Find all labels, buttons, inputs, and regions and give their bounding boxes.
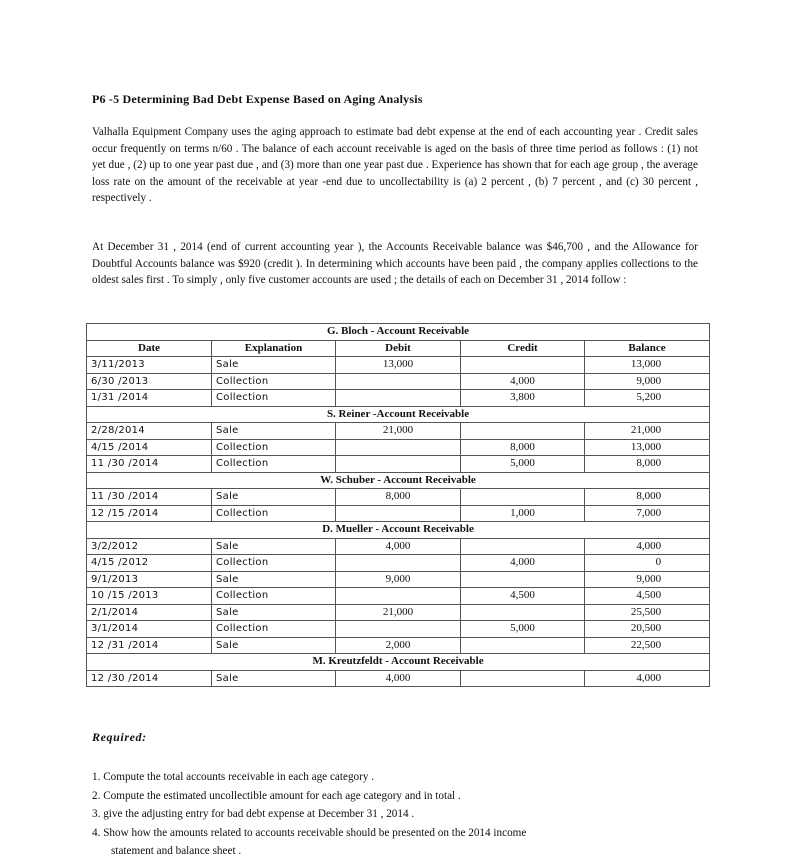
account-title-row xyxy=(87,472,710,489)
table-row xyxy=(87,604,710,621)
credit-cell: 3,800 xyxy=(461,390,585,407)
debit-cell xyxy=(336,456,461,473)
balance-cell: 5,200 xyxy=(585,390,710,407)
date-cell: 3/1/2014 xyxy=(87,621,212,638)
balance-cell: 4,000 xyxy=(585,538,710,555)
balance-cell: 0 xyxy=(585,555,710,572)
date-cell: 12 /30 /2014 xyxy=(87,670,212,687)
credit-cell: 8,000 xyxy=(461,439,585,456)
column-header-credit: Credit xyxy=(461,340,585,357)
explanation-cell: Collection xyxy=(212,555,336,572)
account-title: W. Schuber - Account Receivable xyxy=(87,472,710,489)
date-cell: 2/1/2014 xyxy=(87,604,212,621)
table-row xyxy=(87,538,710,555)
explanation-cell: Collection xyxy=(212,439,336,456)
account-title: M. Kreutzfeldt - Account Receivable xyxy=(87,654,710,671)
date-cell: 4/15 /2012 xyxy=(87,555,212,572)
debit-cell: 2,000 xyxy=(336,637,461,654)
date-cell: 3/11/2013 xyxy=(87,357,212,374)
credit-cell xyxy=(461,571,585,588)
credit-cell xyxy=(461,489,585,506)
credit-cell xyxy=(461,423,585,440)
explanation-cell: Sale xyxy=(212,423,336,440)
balance-cell: 13,000 xyxy=(585,439,710,456)
required-item: 3. give the adjusting entry for bad debt expense at December 31 , 2014 . xyxy=(92,808,415,820)
debit-cell: 4,000 xyxy=(336,670,461,687)
balance-cell: 9,000 xyxy=(585,571,710,588)
table-row xyxy=(87,588,710,605)
date-cell: 12 /15 /2014 xyxy=(87,505,212,522)
date-cell: 6/30 /2013 xyxy=(87,373,212,390)
date-cell: 9/1/2013 xyxy=(87,571,212,588)
date-cell: 10 /15 /2013 xyxy=(87,588,212,605)
explanation-cell: Sale xyxy=(212,571,336,588)
table-row xyxy=(87,456,710,473)
balance-cell: 4,500 xyxy=(585,588,710,605)
explanation-cell: Sale xyxy=(212,538,336,555)
table-row xyxy=(87,390,710,407)
balance-cell: 8,000 xyxy=(585,456,710,473)
balance-cell: 8,000 xyxy=(585,489,710,506)
date-cell: 11 /30 /2014 xyxy=(87,489,212,506)
debit-cell: 21,000 xyxy=(336,423,461,440)
debit-cell: 13,000 xyxy=(336,357,461,374)
credit-cell xyxy=(461,357,585,374)
debit-cell: 4,000 xyxy=(336,538,461,555)
date-cell: 11 /30 /2014 xyxy=(87,456,212,473)
date-cell: 1/31 /2014 xyxy=(87,390,212,407)
explanation-cell: Sale xyxy=(212,637,336,654)
table-row xyxy=(87,505,710,522)
debit-cell xyxy=(336,588,461,605)
balance-cell: 22,500 xyxy=(585,637,710,654)
required-item: 4. Show how the amounts related to accounts receivable should be presented on the 2014 income xyxy=(92,826,527,839)
credit-cell: 1,000 xyxy=(461,505,585,522)
account-title: G. Bloch - Account Receivable xyxy=(87,324,710,341)
balance-cell: 4,000 xyxy=(585,670,710,687)
debit-cell xyxy=(336,505,461,522)
debit-cell: 21,000 xyxy=(336,604,461,621)
problem-title: P6 -5 Determining Bad Debt Expense Based on Aging Analysis xyxy=(92,92,423,106)
account-title: S. Reiner -Account Receivable xyxy=(87,406,710,423)
table-row xyxy=(87,670,710,687)
table-row xyxy=(87,555,710,572)
account-title-row xyxy=(87,406,710,423)
explanation-cell: Collection xyxy=(212,588,336,605)
date-cell: 2/28/2014 xyxy=(87,423,212,440)
debit-cell xyxy=(336,439,461,456)
explanation-cell: Sale xyxy=(212,357,336,374)
balance-cell: 9,000 xyxy=(585,373,710,390)
explanation-cell: Sale xyxy=(212,489,336,506)
required-item-continuation: statement and balance sheet . xyxy=(111,845,242,857)
explanation-cell: Collection xyxy=(212,390,336,407)
date-cell: 3/2/2012 xyxy=(87,538,212,555)
explanation-cell: Collection xyxy=(212,373,336,390)
balance-cell: 25,500 xyxy=(585,604,710,621)
table-row xyxy=(87,621,710,638)
account-title-row xyxy=(87,654,710,671)
credit-cell: 5,000 xyxy=(461,621,585,638)
column-header-debit: Debit xyxy=(336,340,461,357)
credit-cell xyxy=(461,538,585,555)
problem-details: At December 31 , 2014 (end of current accounting year ), the Accounts Receivable balance was $46,700 , and the Allowance for Doubtful Accounts balance was $920 (credit ). In determining which accounts have been paid , the company applies collections to the oldest sales first . To simply , only five customer accounts are used ; the details of each on December 31 , 2014 follow : xyxy=(92,241,698,287)
explanation-cell: Sale xyxy=(212,670,336,687)
column-header-date: Date xyxy=(87,340,212,357)
credit-cell: 4,500 xyxy=(461,588,585,605)
account-title-row xyxy=(87,324,710,341)
table-row xyxy=(87,373,710,390)
balance-cell: 20,500 xyxy=(585,621,710,638)
credit-cell xyxy=(461,604,585,621)
required-item: 1. Compute the total accounts receivable in each age category . xyxy=(92,771,375,783)
explanation-cell: Sale xyxy=(212,604,336,621)
column-header-balance: Balance xyxy=(585,340,710,357)
balance-cell: 21,000 xyxy=(585,423,710,440)
explanation-cell: Collection xyxy=(212,456,336,473)
credit-cell: 4,000 xyxy=(461,555,585,572)
required-list xyxy=(92,768,692,861)
table-row xyxy=(87,423,710,440)
column-header-explanation: Explanation xyxy=(212,340,336,357)
debit-cell xyxy=(336,621,461,638)
column-header-row xyxy=(87,340,710,357)
table-row xyxy=(87,357,710,374)
table-row xyxy=(87,571,710,588)
table-row xyxy=(87,637,710,654)
account-title-row xyxy=(87,522,710,539)
table-row xyxy=(87,489,710,506)
credit-cell: 4,000 xyxy=(461,373,585,390)
debit-cell: 8,000 xyxy=(336,489,461,506)
date-cell: 4/15 /2014 xyxy=(87,439,212,456)
debit-cell xyxy=(336,373,461,390)
balance-cell: 13,000 xyxy=(585,357,710,374)
date-cell: 12 /31 /2014 xyxy=(87,637,212,654)
debit-cell: 9,000 xyxy=(336,571,461,588)
debit-cell xyxy=(336,390,461,407)
account-title: D. Mueller - Account Receivable xyxy=(87,522,710,539)
required-item: 2. Compute the estimated uncollectible amount for each age category and in total . xyxy=(92,789,461,802)
credit-cell: 5,000 xyxy=(461,456,585,473)
explanation-cell: Collection xyxy=(212,505,336,522)
table-row xyxy=(87,439,710,456)
explanation-cell: Collection xyxy=(212,621,336,638)
accounts-receivable-ledger xyxy=(86,323,710,687)
debit-cell xyxy=(336,555,461,572)
balance-cell: 7,000 xyxy=(585,505,710,522)
problem-description: Valhalla Equipment Company uses the aging approach to estimate bad debt expense at the end of each accounting year . Credit sales occur frequently on terms n/60 . The balance of each account receivable is aged on the basis of three time period as follows : (1) not yet due , (2) up to one year past due , and (3) more than one year past due . Experience has shown that for each age group , the average loss rate on the amount of the receivable at year -end due to uncollectability is (a) 2 percent , (b) 7 percent , and (c) 30 percent , respectively . xyxy=(92,126,698,205)
required-heading: Required: xyxy=(92,730,147,744)
credit-cell xyxy=(461,637,585,654)
credit-cell xyxy=(461,670,585,687)
